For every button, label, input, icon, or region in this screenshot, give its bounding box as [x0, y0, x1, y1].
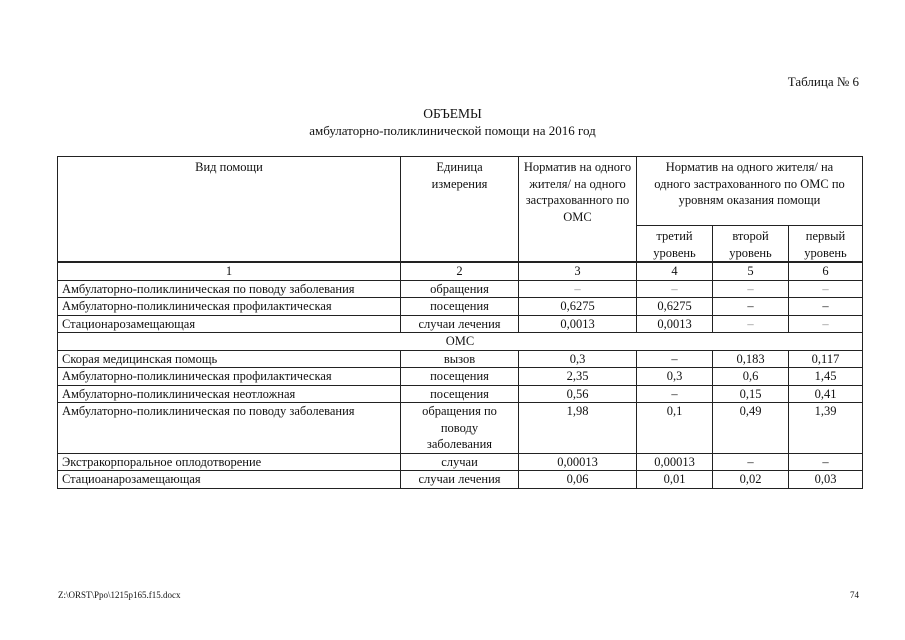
volumes-table — [57, 156, 863, 489]
cell-level1: – — [789, 453, 863, 471]
header-level3: третий уровень — [637, 226, 713, 263]
section-oms: ОМС — [58, 333, 863, 351]
cell-type: Стациоанарозамещающая — [58, 471, 401, 489]
cell-level2: – — [713, 280, 789, 298]
column-number: 6 — [789, 262, 863, 280]
header-norm: Норматив на одного жителя/ на одного застрахованного по ОМС — [519, 157, 637, 263]
cell-type: Амбулаторно-поликлиническая профилактическая — [58, 298, 401, 316]
cell-unit: обращения по поводу заболевания — [401, 403, 519, 454]
cell-level2: 0,15 — [713, 385, 789, 403]
cell-unit: посещения — [401, 368, 519, 386]
cell-norm: 0,00013 — [519, 453, 637, 471]
table-number: Таблица № 6 — [787, 74, 859, 89]
column-number: 5 — [713, 262, 789, 280]
cell-level2: 0,6 — [713, 368, 789, 386]
section-row — [58, 333, 863, 351]
cell-level1: – — [789, 298, 863, 316]
document-subtitle: амбулаторно-поликлинической помощи на 2016 год — [309, 123, 596, 138]
cell-unit: посещения — [401, 385, 519, 403]
cell-level3: 0,6275 — [637, 298, 713, 316]
cell-norm: 0,3 — [519, 350, 637, 368]
cell-unit: посещения — [401, 298, 519, 316]
header-level2: второй уровень — [713, 226, 789, 263]
column-number: 4 — [637, 262, 713, 280]
cell-type: Амбулаторно-поликлиническая по поводу заболевания — [58, 280, 401, 298]
table-row — [58, 385, 863, 403]
table-row — [58, 315, 863, 333]
cell-level3: 0,00013 — [637, 453, 713, 471]
cell-level1: 0,117 — [789, 350, 863, 368]
table-row — [58, 350, 863, 368]
cell-norm: 1,98 — [519, 403, 637, 454]
cell-type: Амбулаторно-поликлиническая профилактическая — [58, 368, 401, 386]
column-number: 2 — [401, 262, 519, 280]
cell-level2: 0,183 — [713, 350, 789, 368]
cell-norm: – — [519, 280, 637, 298]
cell-level2: – — [713, 453, 789, 471]
cell-level3: 0,0013 — [637, 315, 713, 333]
cell-level1: 0,03 — [789, 471, 863, 489]
document-title: ОБЪЕМЫ — [423, 106, 482, 121]
cell-level2: 0,02 — [713, 471, 789, 489]
cell-norm: 2,35 — [519, 368, 637, 386]
footer-file-path: Z:\ORST\Ppo\1215p165.f15.docx — [58, 590, 181, 600]
header-type: Вид помощи — [58, 157, 401, 263]
column-number-row — [58, 262, 863, 280]
cell-type: Экстракорпоральное оплодотворение — [58, 453, 401, 471]
cell-level1: 0,41 — [789, 385, 863, 403]
cell-type: Стационарозамещающая — [58, 315, 401, 333]
cell-unit: случаи лечения — [401, 471, 519, 489]
table-row — [58, 280, 863, 298]
table-header-row — [58, 157, 863, 226]
cell-level1: – — [789, 315, 863, 333]
cell-type: Амбулаторно-поликлиническая по поводу заболевания — [58, 403, 401, 454]
column-number: 3 — [519, 262, 637, 280]
table-row — [58, 368, 863, 386]
table-row — [58, 298, 863, 316]
cell-level1: 1,45 — [789, 368, 863, 386]
cell-type: Скорая медицинская помощь — [58, 350, 401, 368]
cell-level3: – — [637, 280, 713, 298]
cell-norm: 0,0013 — [519, 315, 637, 333]
cell-level3: 0,3 — [637, 368, 713, 386]
cell-level1: 1,39 — [789, 403, 863, 454]
table-row — [58, 471, 863, 489]
cell-norm: 0,6275 — [519, 298, 637, 316]
cell-level3: 0,1 — [637, 403, 713, 454]
cell-level2: – — [713, 315, 789, 333]
table-row — [58, 403, 863, 454]
cell-level3: 0,01 — [637, 471, 713, 489]
cell-norm: 0,06 — [519, 471, 637, 489]
cell-level2: – — [713, 298, 789, 316]
page-number: 74 — [850, 590, 859, 600]
cell-unit: обращения — [401, 280, 519, 298]
cell-level1: – — [789, 280, 863, 298]
cell-unit: случаи лечения — [401, 315, 519, 333]
header-levels: Норматив на одного жителя/ на одного застрахованного по ОМС по уровням оказания помощи — [637, 157, 863, 226]
cell-unit: вызов — [401, 350, 519, 368]
header-level1: первый уровень — [789, 226, 863, 263]
header-unit: Единица измерения — [401, 157, 519, 263]
cell-type: Амбулаторно-поликлиническая неотложная — [58, 385, 401, 403]
column-number: 1 — [58, 262, 401, 280]
cell-level3: – — [637, 385, 713, 403]
cell-level2: 0,49 — [713, 403, 789, 454]
table-row — [58, 453, 863, 471]
cell-norm: 0,56 — [519, 385, 637, 403]
cell-unit: случаи — [401, 453, 519, 471]
cell-level3: – — [637, 350, 713, 368]
